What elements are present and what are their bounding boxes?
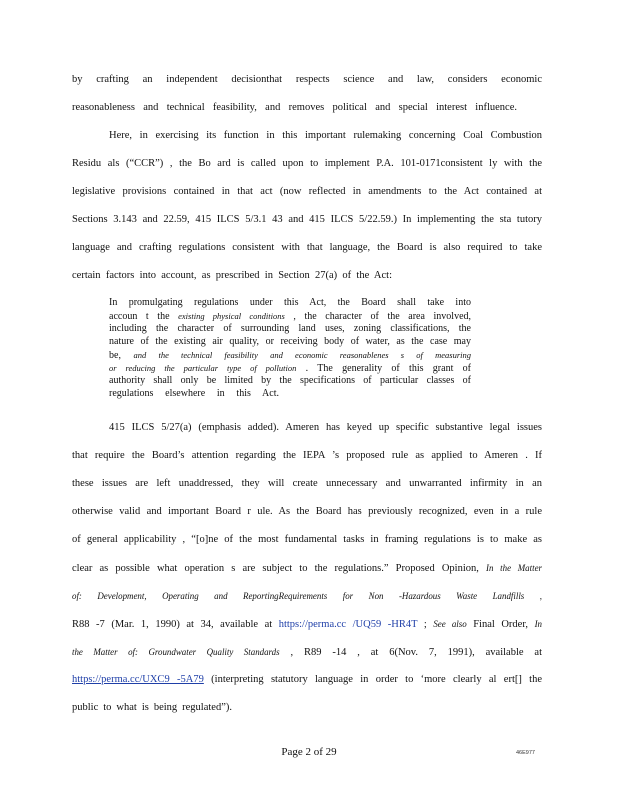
quote-line: nature of the existing air quality, or receiving body of water, as the case may — [109, 336, 471, 347]
quote-line: including the character of surrounding land uses, zoning classifications, the — [109, 323, 471, 334]
paragraph-first-line: 415 ILCS 5/27(a) (emphasis added). Ameren has keyed up specific substantive legal issues — [109, 422, 542, 433]
body-line: that require the Board’s attention regarding the IEPA ’s proposed rule as applied to Ameren . If — [72, 450, 542, 461]
body-line: of general applicability , “[o]ne of the most fundamental tasks in framing regulations is to make as — [72, 534, 542, 545]
quote-line: or reducing the particular type of pollution . The generality of this grant of — [109, 363, 471, 374]
body-line: public to what is being regulated”). — [72, 702, 232, 713]
quote-line: regulations elsewhere in this Act. — [109, 388, 279, 399]
body-line: reasonableness and technical feasibility, and removes political and special interest influence. — [72, 102, 517, 113]
perma-link[interactable]: https://perma.cc /UQ59 -HR4T — [278, 619, 418, 630]
body-line: clear as possible what operation s are subject to the regulations.” Proposed Opinion, In the Matter — [72, 563, 542, 574]
document-code: 46E977 — [516, 750, 535, 756]
body-line: https://perma.cc/UXC9 -5A79 (interpreting statutory language in order to ‘more clearly al ert[] the — [72, 674, 542, 685]
quote-line: authority shall only be limited by the specifications of particular classes of — [109, 375, 471, 386]
body-line: certain factors into account, as prescribed in Section 27(a) of the Act: — [72, 270, 392, 281]
paragraph-first-line: Here, in exercising its function in this important rulemaking concerning Coal Combustion — [109, 130, 542, 141]
body-line: these issues are left unaddressed, they will create unnecessary and unwarranted infirmity in an — [72, 478, 542, 489]
case-citation-line: of: Development, Operating and ReportingRequirements for Non -Hazardous Waste Landfills , — [72, 591, 542, 601]
body-line: the Matter of: Groundwater Quality Standards , R89 -14 , at 6(Nov. 7, 1991), available at — [72, 647, 542, 658]
body-line: Residu als (“CCR”) , the Bo ard is called upon to implement P.A. 101-0171consistent ly with the — [72, 158, 542, 169]
quote-line: accoun t the existing physical conditions , the character of the area involved, — [109, 311, 472, 322]
quote-line: be, and the technical feasibility and economic reasonablenes s of measuring — [109, 350, 471, 361]
body-line: R88 -7 (Mar. 1, 1990) at 34, available at https://perma.cc /UQ59 -HR4T ; See also Final Order, In — [72, 619, 542, 630]
body-line: legislative provisions contained in that act (now reflected in amendments to the Act contained at — [72, 186, 542, 197]
body-line: Sections 3.143 and 22.59, 415 ILCS 5/3.1 43 and 415 ILCS 5/22.59.) In implementing the sta tutory — [72, 214, 542, 225]
perma-link[interactable]: https://perma.cc/UXC9 -5A79 — [72, 674, 204, 685]
page-number: Page 2 of 29 — [281, 746, 337, 758]
body-line: by crafting an independent decisionthat respects science and law, considers economic — [72, 74, 542, 85]
body-line: otherwise valid and important Board r ule. As the Board has previously recognized, even in a rule — [72, 506, 542, 517]
quote-line: In promulgating regulations under this Act, the Board shall take into — [109, 297, 471, 308]
body-line: language and crafting regulations consistent with that language, the Board is also required to take — [72, 242, 542, 253]
